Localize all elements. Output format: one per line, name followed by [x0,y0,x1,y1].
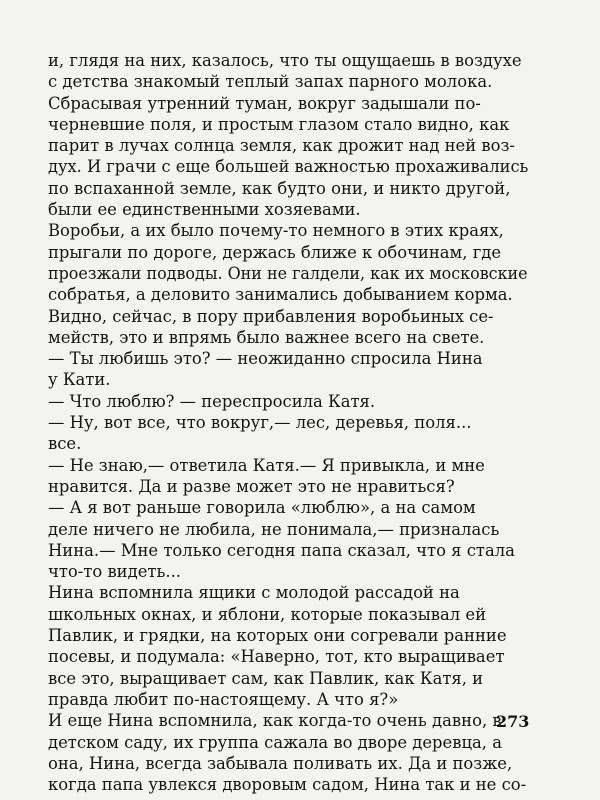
text-line: парит в лучах солнца земля, как дрожит над ней воз- [48,136,515,156]
text-line: черневшие поля, и простым глазом стало видно, как [48,114,510,134]
text-line: — Что люблю? — переспросила Катя. [48,391,376,411]
text-line: деле ничего не любила, не понимала,— призналась [48,519,500,539]
text-line: у Кати. [48,370,111,390]
text-line: нравится. Да и разве может это не нравиться? [48,476,455,496]
text-line: посевы, и подумала: «Наверно, тот, кто выращивает [48,647,505,667]
text-line: — Ну, вот все, что вокруг,— лес, деревья, поля... [48,413,472,433]
text-line: правда любит по-настоящему. А что я?» [48,689,399,709]
text-line: школьных окнах, и яблони, которые показывал ей [48,604,487,624]
text-line: — А я вот раньше говорила «люблю», а на самом [48,498,476,518]
text-line: проезжали подводы. Они не галдели, как их московские [48,263,528,283]
text-line: с детства знакомый теплый запах парного молока. [48,72,493,92]
text-line: Нина вспомнила ящики с молодой рассадой на [48,583,460,603]
text-line: и, глядя на них, казалось, что ты ощущаешь в воздухе [48,51,522,70]
text-line: были ее единственными хозяевами. [48,200,361,220]
text-line: Видно, сейчас, в пору прибавления воробьиных се- [48,306,494,326]
text-line: что-то видеть... [48,562,182,582]
text-line: Воробьи, а их было почему-то немного в этих краях, [48,221,504,241]
text-line: — Не знаю,— ответила Катя.— Я привыкла, и мне [48,455,485,475]
text-line: Нина.— Мне только сегодня папа сказал, что я стала [48,540,515,560]
text-line: по вспаханной земле, как будто они, и никто другой, [48,178,511,198]
text-line: прыгали по дороге, держась ближе к обочинам, где [48,242,502,262]
text-line: когда папа увлекся дворовым садом, Нина так и не со- [48,775,527,795]
text-line: все это, выращивает сам, как Павлик, как Катя, и [48,668,484,688]
text-line: собратья, а деловито занимались добыванием корма. [48,285,513,305]
text-line: детском саду, их группа сажала во дворе деревца, а [48,732,502,752]
text-line: она, Нина, всегда забывала поливать их. Да и позже, [48,753,513,773]
text-line: Сбрасывая утренний туман, вокруг задышали по- [48,93,481,113]
text-line: все. [48,434,82,454]
text-line: — Ты любишь это? — неожиданно спросила Нина [48,349,483,369]
body-text [48,50,528,795]
text-line: мейств, это и впрямь было важнее всего на свете. [48,327,485,347]
page-number: 273 [496,712,530,731]
text-line: И еще Нина вспомнила, как когда-то очень давно, в [48,711,502,731]
text-line: дух. И грачи с еще большей важностью прохаживались [48,157,529,177]
text-line: Павлик, и грядки, на которых они согревали ранние [48,626,507,646]
